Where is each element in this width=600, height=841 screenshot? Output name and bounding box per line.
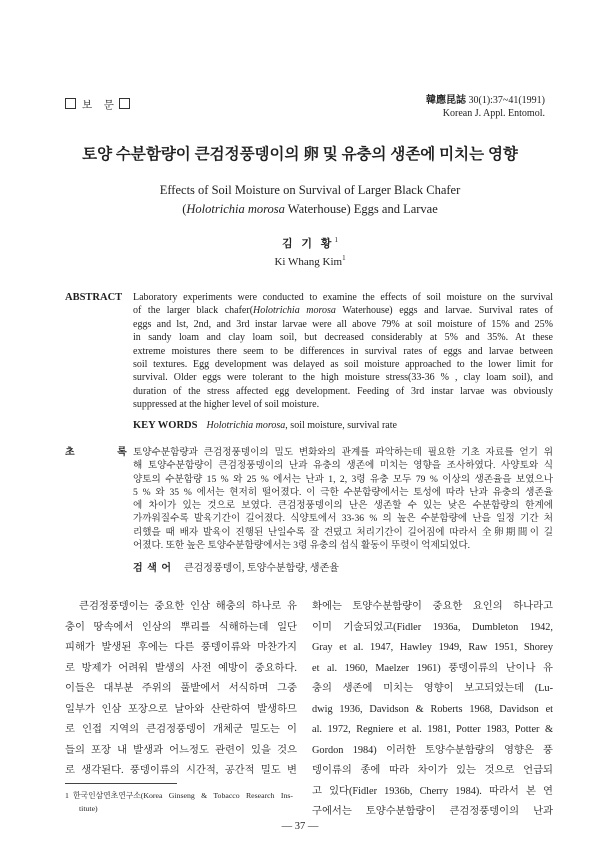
title-text: ( bbox=[182, 202, 187, 216]
korean-abstract-line: 토양수분함량과 큰검정풍뎅이의 밀도 변화와의 관계를 파악하는데 필요한 기초 자료를 얻기 위 bbox=[133, 447, 553, 458]
abstract-line: duration of the stress affected egg development. Feeding of 3rd instar larvae was obviously bbox=[133, 385, 553, 397]
journal-name: 韓應昆誌 bbox=[425, 95, 466, 106]
title-text: Waterhouse) Eggs and Larvae bbox=[284, 202, 438, 216]
body-line: 고 있다(Fidler 1936b, Cherry 1984). 따라서 본 연 bbox=[312, 785, 553, 797]
abstract-label: ABSTRACT bbox=[65, 292, 123, 303]
journal-citation-line bbox=[426, 94, 545, 107]
article-type-text: 보 문 bbox=[82, 100, 114, 111]
korean-keywords-text: 큰검정풍뎅이, 토양수분함량, 생존율 bbox=[183, 563, 339, 574]
body-line: 이미 기술되었고(Fidler 1936a, Dumbleton 1942, bbox=[312, 621, 553, 633]
abstract-line-text: of the larger black chafer( bbox=[133, 305, 254, 317]
body-line: 로 방제가 어려워 발생의 사전 예방이 중요하다. bbox=[65, 662, 297, 674]
keywords-label: KEY WORDS bbox=[133, 420, 198, 431]
body-line: 일부가 인삼 포장으로 날아와 산란하여 발생하므 bbox=[65, 703, 297, 715]
journal-name-en: Korean J. Appl. Entomol. bbox=[442, 108, 545, 119]
square-box-icon bbox=[65, 98, 76, 109]
korean-abstract-line: 5 % 와 35 % 에서는 현저히 떨어졌다. 이 극한 수분함량에서는 토성에 따라 난과 유충의 생존율 bbox=[133, 486, 553, 498]
footnote bbox=[65, 789, 293, 815]
body-line: 이들은 대부분 주위의 풀밭에서 서식하며 그중 bbox=[65, 683, 297, 694]
author-name-en: Ki Whang Kim bbox=[274, 256, 343, 268]
affiliation-mark: 1 bbox=[334, 236, 338, 244]
author-english bbox=[20, 255, 600, 270]
korean-abstract-label: 초 록 bbox=[65, 447, 127, 458]
body-line: 로 인접 지역의 큰검정풍뎅이 개체군 밀도는 이 bbox=[65, 724, 297, 735]
footnote-marker: 1 bbox=[65, 791, 69, 800]
abstract-text bbox=[133, 291, 553, 412]
body-line: 뎅이류의 종에 따라 차이가 있는 것으로 언급되 bbox=[312, 765, 553, 776]
author-name-ko: 김 기 황 bbox=[282, 238, 335, 250]
affiliation-mark: 1 bbox=[342, 254, 346, 262]
title-korean: 토양 수분함량이 큰검정풍뎅이의 卵 및 유충의 생존에 미치는 영향 bbox=[82, 146, 518, 163]
body-line: dwig 1936, Davidson & Roberts 1968, Davidson et bbox=[312, 703, 553, 715]
body-line: 충의 생존에 미치는 영향이 보고되었는데 (Lu- bbox=[312, 683, 553, 694]
footnote-text: 한국인삼연초연구소(Korea Ginseng & Tobacco Research Ins- bbox=[73, 791, 293, 800]
korean-abstract-line: 어졌다. 또한 높은 토양수분함량에서는 3령 유충의 섭식 활동이 뚜렷이 억제되었다. bbox=[133, 540, 471, 552]
abstract-line bbox=[133, 304, 553, 317]
title-english-line1: Effects of Soil Moisture on Survival of Larger Black Chafer bbox=[159, 183, 461, 197]
korean-keywords bbox=[133, 562, 339, 575]
body-column-left bbox=[65, 597, 297, 782]
abstract-line: in sandy loam and clay loam soil, but decreased considerably at 5% and 35%. At these bbox=[133, 332, 553, 344]
article-type-label bbox=[65, 98, 130, 113]
korean-abstract-text bbox=[133, 446, 553, 552]
footnote-line bbox=[65, 789, 293, 802]
footnote-line: titute) bbox=[79, 804, 98, 813]
body-line: 큰검정풍뎅이는 중요한 인삼 해충의 하나로 유 bbox=[79, 601, 297, 612]
abstract-line-text: Waterhouse) eggs and larvae. Survival rates of bbox=[335, 305, 553, 317]
title-english-line2 bbox=[20, 201, 600, 217]
body-line: et al. 1960, Maelzer 1961) 풍뎅이류의 난이나 유 bbox=[312, 662, 553, 674]
footnote-divider bbox=[65, 783, 177, 784]
abstract-line: eggs and lst, 2nd, and 3rd instar larvae were all above 79% at soil moisture of 15% and 25% bbox=[133, 318, 553, 330]
author-korean bbox=[20, 237, 600, 252]
abstract-line: suppressed at the higher level of soil moisture. bbox=[133, 399, 320, 411]
body-line: Gordon 1984) 이러한 토양수분함량의 영향은 풍 bbox=[312, 744, 553, 756]
species-name-italic: Holotrichia morosa bbox=[186, 202, 285, 216]
body-line: 화에는 토양수분함량이 중요한 요인의 하나라고 bbox=[312, 601, 553, 612]
abstract-line: Laboratory experiments were conducted to examine the effects of soil moisture on the survival bbox=[133, 292, 553, 303]
abstract-line: survival. Older eggs were tolerant to the high moisture stress(33-36 % , clay loam soil), and bbox=[133, 372, 553, 384]
body-line: 충이 땅속에서 인삼의 뿌리를 식해하는데 일단 bbox=[65, 621, 297, 633]
korean-keywords-label: 검 색 어 bbox=[133, 563, 172, 574]
korean-abstract-line: 양토의 수분함량 15 % 와 25 % 에서는 난과 1, 2, 3령 유충 모두 79 % 이상의 생존율을 보였으나 bbox=[133, 473, 553, 485]
page-number: — 37 — bbox=[281, 821, 319, 832]
species-name-italic: Holotrichia morosa bbox=[206, 420, 286, 431]
korean-abstract-line: 해 토양수분함량이 큰검정풍뎅이의 난과 유충의 생존에 미치는 영향을 조사하였다. 사양토와 식 bbox=[133, 460, 553, 472]
body-line: 로 생각된다. 풍뎅이류의 시간적, 공간적 밀도 변 bbox=[65, 765, 297, 776]
journal-volume-pages: 30(1):37~41(1991) bbox=[468, 95, 545, 106]
body-line: al. 1972, Regniere et al. 1981, Potter 1983, Potter & bbox=[312, 724, 553, 735]
keywords-text: , soil moisture, survival rate bbox=[285, 420, 397, 431]
abstract-line: soil textures. Egg development was delayed as soil moisture approached to the lower limit for bbox=[133, 358, 553, 370]
body-line: 피해가 발생된 후에는 다른 풍뎅이류와 마찬가지 bbox=[65, 642, 297, 653]
species-name-italic: Holotrichia morosa bbox=[253, 305, 336, 317]
body-column-right bbox=[312, 597, 553, 823]
square-box-icon bbox=[119, 98, 130, 109]
abstract-line: extreme moistures there seem to be differences in survival rates of eggs and larvae between bbox=[133, 345, 553, 357]
body-line: 들의 포장 내 발생과 어느정도 관련이 있을 것으 bbox=[65, 744, 297, 756]
korean-abstract-line: 에 차이가 있는 것으로 보였다. 큰검정풍뎅이의 난은 생존할 수 있는 낮은 수분함량의 한계에 bbox=[133, 500, 553, 512]
journal-citation bbox=[426, 94, 545, 120]
body-line: Gray et al. 1947, Hawley 1949, Raw 1951, Shorey bbox=[312, 642, 553, 653]
keywords bbox=[133, 419, 397, 432]
body-line: 구에서는 토양수분함량이 큰검정풍뎅이의 난과 bbox=[312, 806, 553, 817]
korean-abstract-line: 가까워질수록 발육기간이 길어졌다. 식양토에서 33-36 % 의 높은 수분함량에 난을 일정 기간 처 bbox=[133, 513, 553, 525]
korean-abstract-line: 리했을 때 배자 발육이 진행된 난일수록 잘 견뎠고 처리기간이 길어짐에 따라서 全卵期間이 길 bbox=[133, 526, 553, 538]
